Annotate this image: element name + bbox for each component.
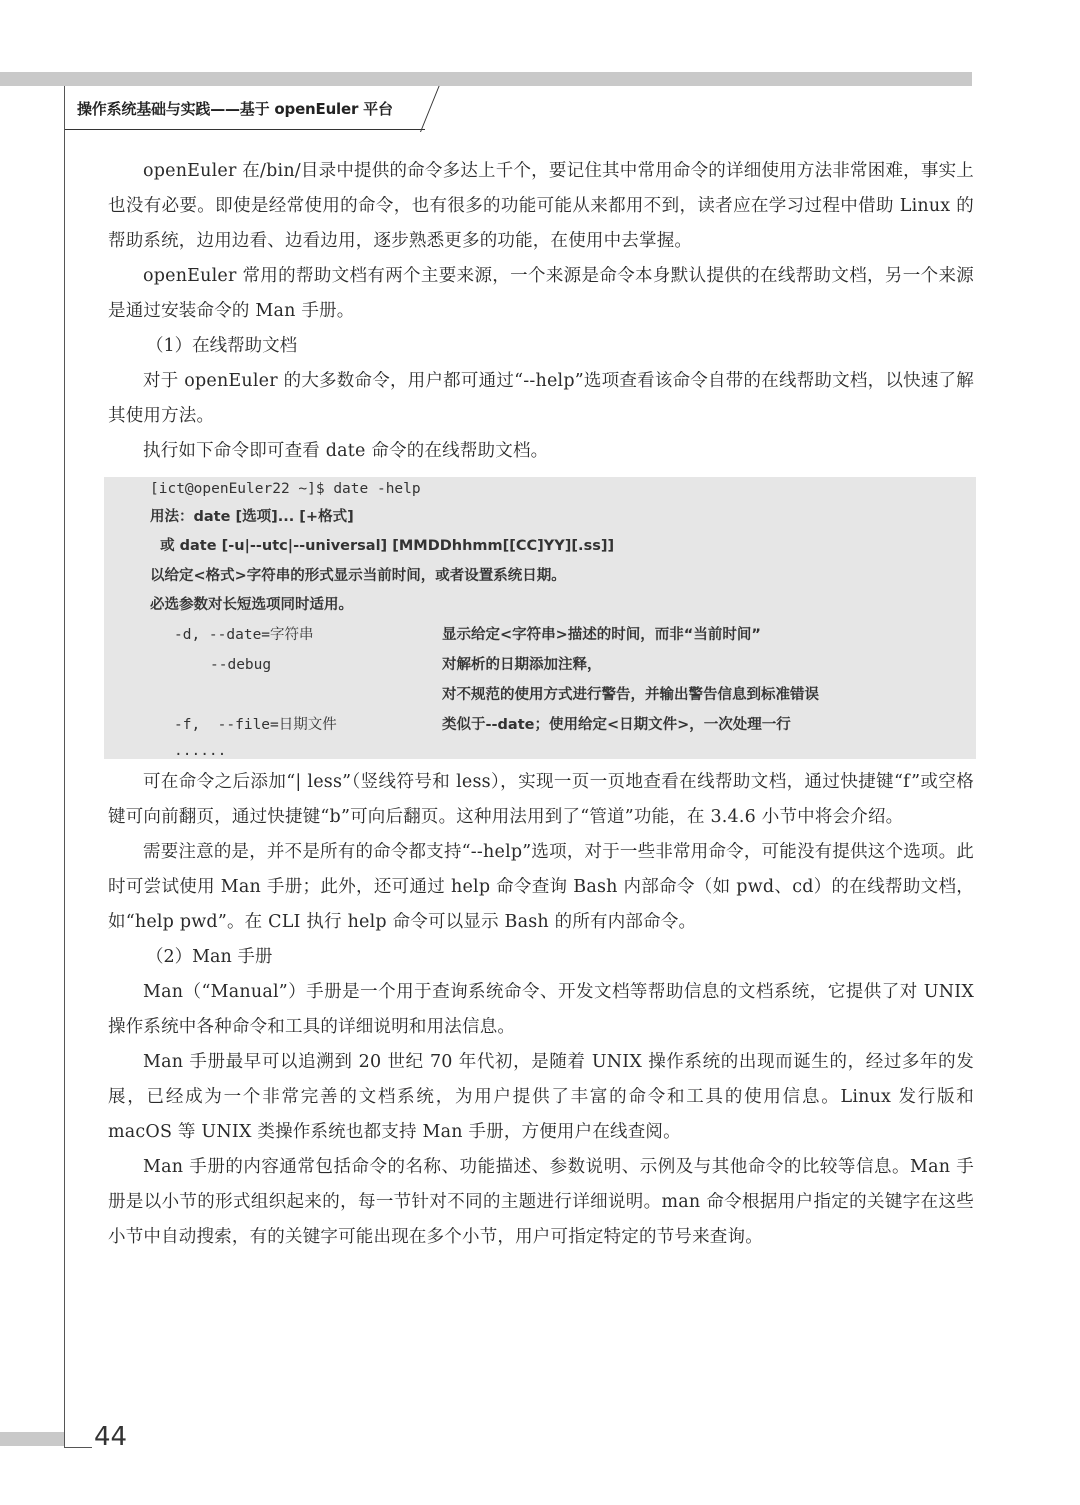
paragraph: openEuler 在/bin/目录中提供的命令多达上千个，要记住其中常用命令的详细使用方法非常困难，事实上也没有必要。即使是经常使用的命令，也有很多的功能可能从来都用不到，读者应在学习过程中借助 Linux 的帮助系统，边用边看、边看边用，逐步熟悉更多的功能，在使用中去掌握。 [108, 161, 974, 251]
paragraph: Man（“Manual”）手册是一个用于查询系统命令、开发文档等帮助信息的文档系统，它提供了对 UNIX 操作系统中各种命令和工具的详细说明和用法信息。 [108, 982, 974, 1037]
running-header-title: 操作系统基础与实践——基于 openEuler 平台 [77, 100, 393, 118]
paragraph: openEuler 常用的帮助文档有两个主要来源，一个来源是命令本身默认提供的在线帮助文档，另一个来源是通过安装命令的 Man 手册。 [108, 266, 974, 321]
top-band [0, 72, 972, 86]
code-line: [ict@openEuler22 ~]$ date -help [150, 481, 421, 497]
left-margin-rule [64, 86, 65, 1448]
code-line: 用法：date [选项]... [+格式] [150, 509, 354, 525]
code-line: 或 date [-u|--utc|--universal] [MMDDhhmm[[CC]YY][.ss]] [150, 538, 615, 554]
page-number: 44 [94, 1422, 128, 1452]
paragraph: 需要注意的是，并不是所有的命令都支持“--help”选项，对于一些非常用命令，可能没有提供这个选项。此时可尝试使用 Man 手册；此外，还可通过 help 命令查询 Bash 内部命令（如 pwd、cd）的在线帮助文档，如“help pwd”。在 CLI 执行 help 命令可以显示 Bash 的所有内部命令。 [108, 842, 974, 932]
option-name: --debug [210, 657, 272, 673]
section-heading-man-manual: （2）Man 手册 [146, 947, 273, 967]
section-heading-online-help: （1）在线帮助文档 [146, 336, 298, 356]
option-name: -f, --file=日期文件 [174, 717, 337, 733]
paragraph: 执行如下命令即可查看 date 命令的在线帮助文档。 [143, 441, 549, 461]
option-description: 类似于--date；使用给定<日期文件>，一次处理一行 [442, 717, 791, 733]
option-description: 对解析的日期添加注释， [442, 657, 602, 673]
paragraph: 可在命令之后添加“| less”（竖线符号和 less），实现一页一页地查看在线帮助文档，通过快捷键“f”或空格键可向前翻页，通过快捷键“b”可向后翻页。这种用法用到了“管道”功能，在 3.4.6 小节中将会介绍。 [108, 772, 974, 827]
code-line: 必选参数对长短选项同时适用。 [150, 597, 353, 613]
header-underline [65, 129, 425, 130]
header-corner [420, 86, 440, 132]
code-line: 以给定<格式>字符串的形式显示当前时间，或者设置系统日期。 [150, 568, 566, 584]
paragraph: Man 手册最早可以追溯到 20 世纪 70 年代初，是随着 UNIX 操作系统的出现而诞生的，经过多年的发展，已经成为一个非常完善的文档系统，为用户提供了丰富的命令和工具的使用信息。Linux 发行版和 macOS 等 UNIX 类操作系统也都支持 Man 手册，方便用户在线查阅。 [108, 1052, 974, 1142]
code-block [104, 477, 976, 759]
option-description: 对不规范的使用方式进行警告，并输出警告信息到标准错误 [442, 687, 819, 703]
page-body [108, 154, 974, 1255]
code-ellipsis: ...... [174, 743, 227, 759]
option-description: 显示给定<字符串>描述的时间，而非“当前时间” [442, 627, 761, 643]
paragraph: 对于 openEuler 的大多数命令，用户都可通过“--help”选项查看该命令自带的在线帮助文档，以快速了解其使用方法。 [108, 371, 974, 426]
paragraph: Man 手册的内容通常包括命令的名称、功能描述、参数说明、示例及与其他命令的比较等信息。Man 手册是以小节的形式组织起来的，每一节针对不同的主题进行详细说明。man 命令根据用户指定的关键字在这些小节中自动搜索，有的关键字可能出现在多个小节，用户可指定特定的节号来查询。 [108, 1157, 974, 1247]
bottom-band [0, 1432, 64, 1446]
option-name: -d, --date=字符串 [174, 627, 314, 643]
bottom-rule [64, 1447, 92, 1448]
